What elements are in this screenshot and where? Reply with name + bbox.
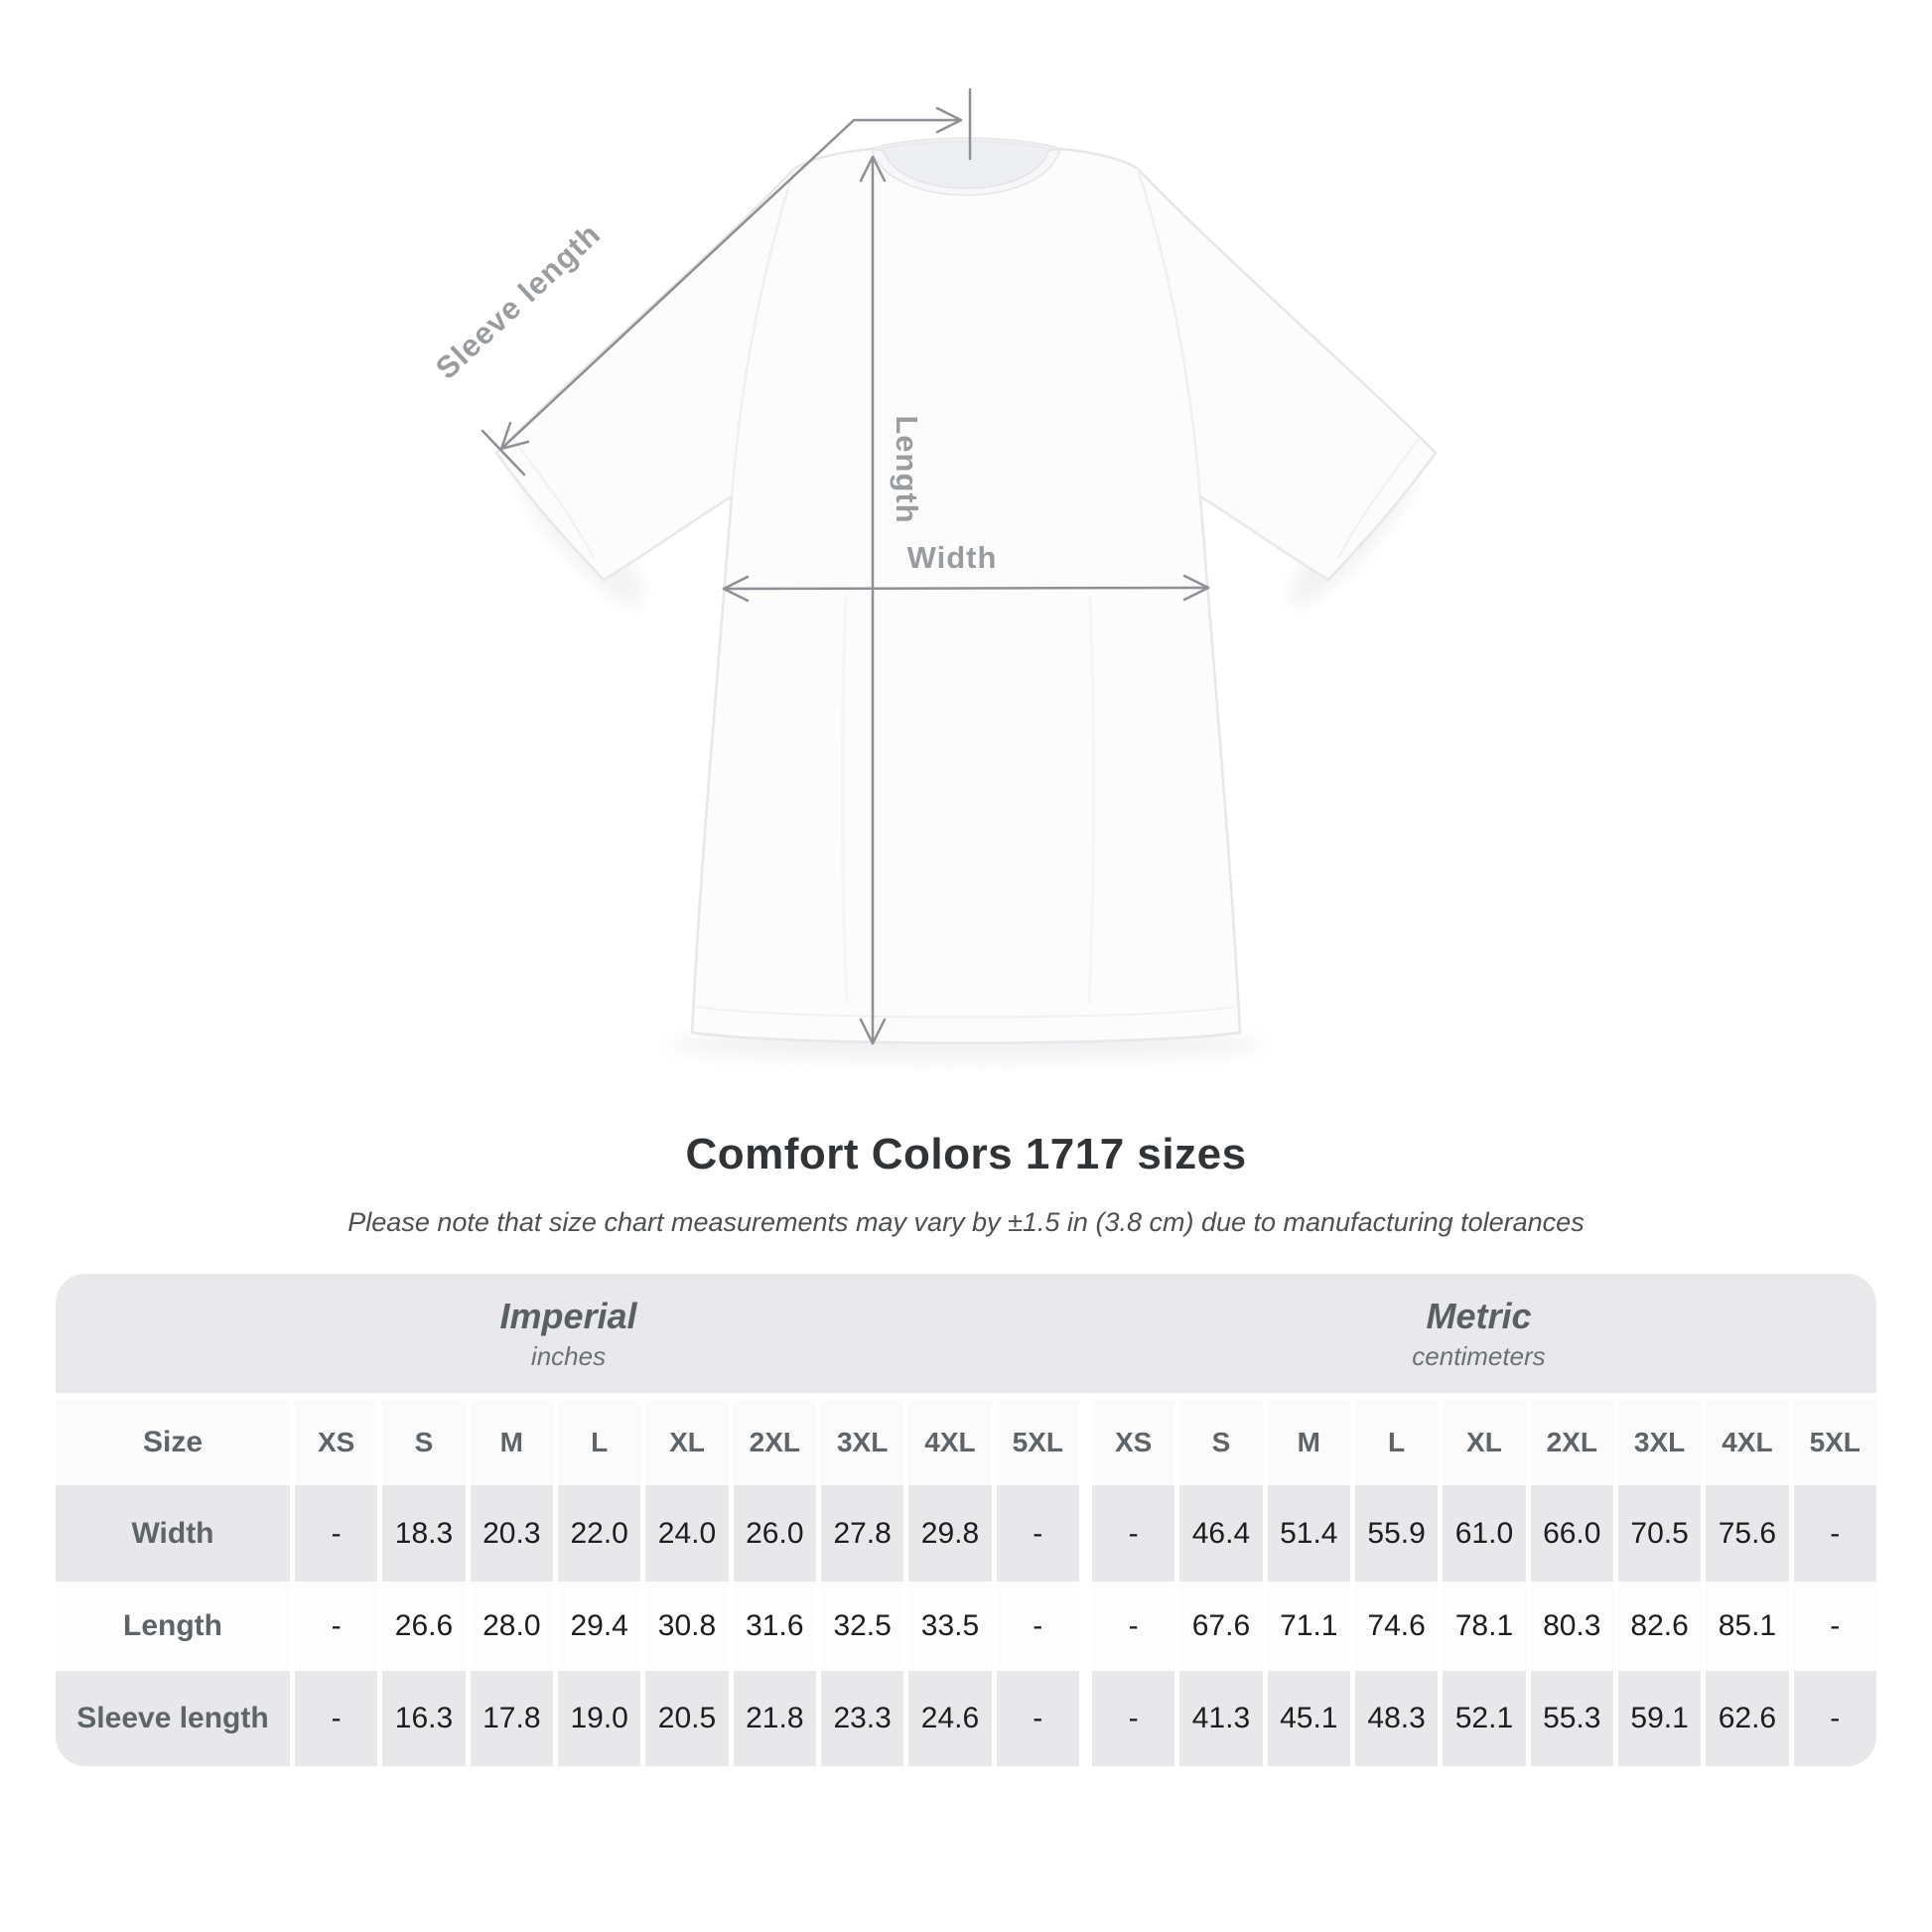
- measurement-cell-metric: -: [1092, 1582, 1174, 1671]
- size-column-header-imperial: L: [558, 1400, 640, 1485]
- size-column-header-metric: L: [1355, 1400, 1438, 1485]
- measurement-cell-metric: 82.6: [1618, 1582, 1701, 1671]
- unit-group-spacer: [1084, 1582, 1087, 1671]
- measurement-cell-metric: 80.3: [1531, 1582, 1613, 1671]
- measurement-cell-metric: -: [1794, 1485, 1876, 1582]
- row-label: Width: [56, 1485, 290, 1582]
- measurement-cell-metric: 85.1: [1706, 1582, 1788, 1671]
- size-column-header-metric: S: [1179, 1400, 1262, 1485]
- measurement-cell-imperial: 24.6: [908, 1671, 991, 1766]
- size-column-header-imperial: S: [382, 1400, 465, 1485]
- measurement-cell-imperial: -: [295, 1671, 377, 1766]
- measurement-cell-imperial: -: [997, 1671, 1079, 1766]
- measurement-cell-metric: -: [1092, 1671, 1174, 1766]
- row-label: Sleeve length: [56, 1671, 290, 1766]
- measurement-cell-imperial: -: [997, 1485, 1079, 1582]
- measurement-cell-metric: 67.6: [1179, 1582, 1262, 1671]
- measurement-cell-metric: 46.4: [1179, 1485, 1262, 1582]
- size-column-header-metric: 2XL: [1531, 1400, 1613, 1485]
- size-column-header-metric: XL: [1443, 1400, 1525, 1485]
- measurement-cell-imperial: 23.3: [821, 1671, 903, 1766]
- measurement-cell-imperial: 27.8: [821, 1485, 903, 1582]
- measurement-cell-metric: 48.3: [1355, 1671, 1438, 1766]
- measurement-cell-metric: 55.3: [1531, 1671, 1613, 1766]
- size-header-row: [56, 1400, 1876, 1485]
- measurement-cell-imperial: 26.6: [382, 1582, 465, 1671]
- measurement-cell-metric: -: [1794, 1671, 1876, 1766]
- measurement-cell-imperial: 20.3: [471, 1485, 553, 1582]
- measurement-cell-metric: 41.3: [1179, 1671, 1262, 1766]
- measurement-cell-imperial: 16.3: [382, 1671, 465, 1766]
- measurement-cell-metric: -: [1794, 1582, 1876, 1671]
- measurement-cell-metric: 62.6: [1706, 1671, 1788, 1766]
- unit-band: [56, 1274, 1876, 1393]
- measurement-cell-imperial: -: [295, 1485, 377, 1582]
- page-subtitle: Please note that size chart measurements may vary by ±1.5 in (3.8 cm) due to manufacturing tolerances: [347, 1207, 1585, 1237]
- measurement-cell-metric: 55.9: [1355, 1485, 1438, 1582]
- imperial-group-header: [56, 1274, 1081, 1393]
- size-corner-label: Size: [56, 1400, 290, 1485]
- size-column-header-imperial: 4XL: [908, 1400, 991, 1485]
- measurement-cell-metric: -: [1092, 1485, 1174, 1582]
- table-grid: [56, 1400, 1876, 1766]
- size-column-header-metric: XS: [1092, 1400, 1174, 1485]
- unit-group-spacer: [1084, 1485, 1087, 1582]
- measurement-cell-metric: 71.1: [1268, 1582, 1350, 1671]
- size-table: [56, 1274, 1876, 1766]
- metric-label: Metric: [1426, 1295, 1532, 1336]
- table-row-width: [56, 1485, 1876, 1582]
- imperial-label: Imperial: [499, 1295, 637, 1336]
- size-column-header-imperial: 5XL: [997, 1400, 1079, 1485]
- measurement-cell-imperial: 18.3: [382, 1485, 465, 1582]
- measurement-cell-metric: 70.5: [1618, 1485, 1701, 1582]
- measurement-cell-imperial: 26.0: [734, 1485, 816, 1582]
- measurement-cell-imperial: 33.5: [908, 1582, 991, 1671]
- measurement-cell-imperial: 22.0: [558, 1485, 640, 1582]
- row-label: Length: [56, 1582, 290, 1671]
- measurement-cell-metric: 66.0: [1531, 1485, 1613, 1582]
- table-row-sleeve-length: [56, 1671, 1876, 1766]
- size-column-header-metric: 5XL: [1794, 1400, 1876, 1485]
- size-column-header-metric: 3XL: [1618, 1400, 1701, 1485]
- measurement-cell-imperial: 31.6: [734, 1582, 816, 1671]
- unit-group-spacer: [1084, 1671, 1087, 1766]
- size-column-header-imperial: XL: [645, 1400, 728, 1485]
- measurement-cell-imperial: 29.8: [908, 1485, 991, 1582]
- size-column-header-imperial: M: [471, 1400, 553, 1485]
- measurement-cell-imperial: -: [997, 1582, 1079, 1671]
- page-title: Comfort Colors 1717 sizes: [685, 1130, 1247, 1178]
- measurement-cell-metric: 78.1: [1443, 1582, 1525, 1671]
- size-column-header-metric: M: [1268, 1400, 1350, 1485]
- measurement-cell-imperial: 21.8: [734, 1671, 816, 1766]
- measurement-cell-metric: 59.1: [1618, 1671, 1701, 1766]
- metric-sublabel: centimeters: [1412, 1340, 1546, 1371]
- size-column-header-metric: 4XL: [1706, 1400, 1788, 1485]
- measurement-cell-imperial: 32.5: [821, 1582, 903, 1671]
- table-row-length: [56, 1582, 1876, 1671]
- measurement-cell-imperial: 20.5: [645, 1671, 728, 1766]
- unit-group-spacer: [1084, 1400, 1087, 1485]
- measurement-cell-metric: 61.0: [1443, 1485, 1525, 1582]
- measurement-cell-metric: 45.1: [1268, 1671, 1350, 1766]
- size-column-header-imperial: 3XL: [821, 1400, 903, 1485]
- size-column-header-imperial: XS: [295, 1400, 377, 1485]
- measurement-cell-metric: 75.6: [1706, 1485, 1788, 1582]
- measurement-cell-metric: 52.1: [1443, 1671, 1525, 1766]
- measurement-cell-metric: 74.6: [1355, 1582, 1438, 1671]
- imperial-sublabel: inches: [530, 1340, 607, 1371]
- measurement-cell-imperial: 17.8: [471, 1671, 553, 1766]
- metric-group-header: [1081, 1274, 1876, 1393]
- size-column-header-imperial: 2XL: [734, 1400, 816, 1485]
- measurement-cell-imperial: 19.0: [558, 1671, 640, 1766]
- measurement-cell-metric: 51.4: [1268, 1485, 1350, 1582]
- sleeve-length-label: Sleeve length: [429, 215, 608, 386]
- measurement-cell-imperial: 30.8: [645, 1582, 728, 1671]
- length-label: Length: [890, 415, 924, 524]
- measurement-cell-imperial: 24.0: [645, 1485, 728, 1582]
- width-label: Width: [906, 540, 998, 575]
- measurement-cell-imperial: -: [295, 1582, 377, 1671]
- measurement-cell-imperial: 28.0: [471, 1582, 553, 1671]
- measurement-cell-imperial: 29.4: [558, 1582, 640, 1671]
